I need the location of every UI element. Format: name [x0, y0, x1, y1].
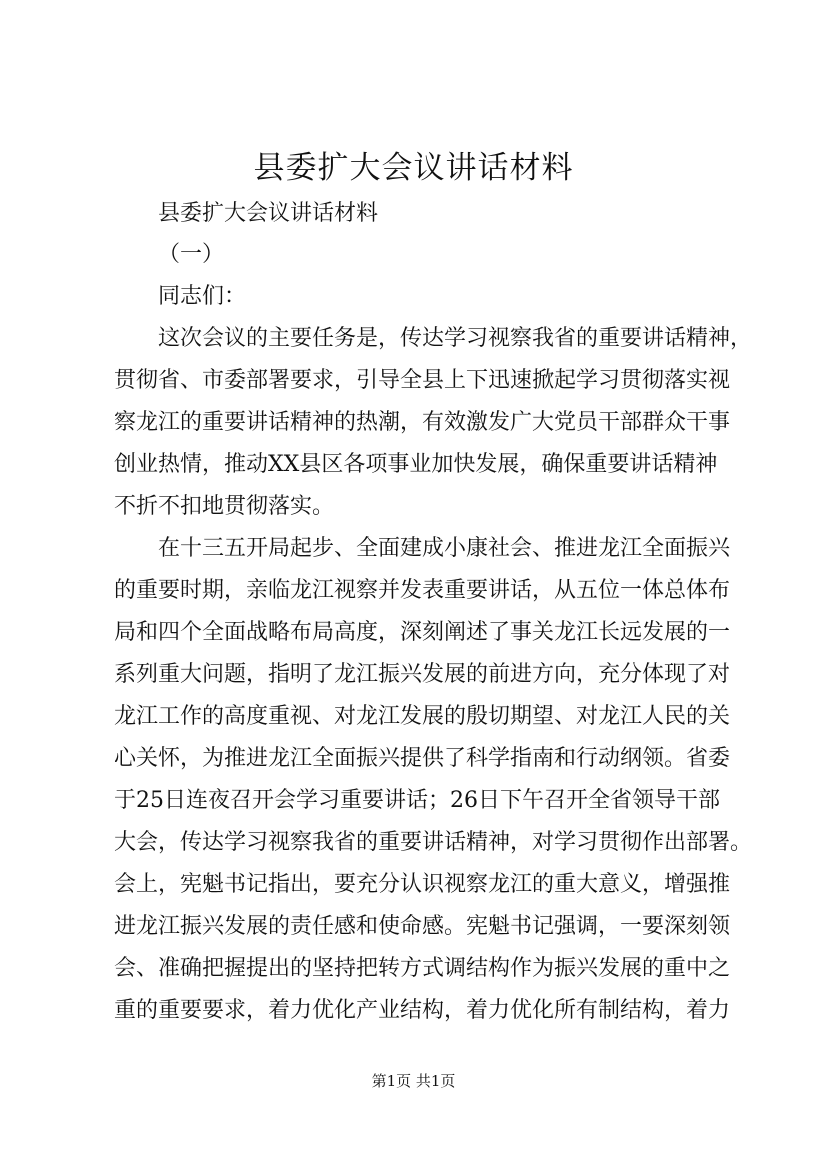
paragraph-line: 龙江工作的高度重视、对龙江发展的殷切期望、对龙江人民的关: [114, 704, 731, 729]
paragraph-line: 察龙江的重要讲话精神的热潮，有效激发广大党员干部群众干事: [114, 410, 731, 435]
paragraph-line: 贯彻省、市委部署要求，引导全县上下迅速掀起学习贯彻落实视: [114, 368, 731, 393]
paragraph-line: 进龙江振兴发展的责任感和使命感。宪魁书记强调，一要深刻领: [114, 914, 731, 939]
paragraph-line: 大会，传达学习视察我省的重要讲话精神，对学习贯彻作出部署。: [114, 830, 753, 855]
paragraph-line: 这次会议的主要任务是，传达学习视察我省的重要讲话精神，: [158, 326, 753, 351]
salutation: 同志们：: [158, 284, 247, 309]
paragraph-line: 会上，宪魁书记指出，要充分认识视察龙江的重大意义，增强推: [114, 872, 731, 897]
paragraph-line: 不折不扣地贯彻落实。: [114, 494, 335, 519]
document-title: 县委扩大会议讲话材料: [253, 150, 574, 186]
paragraph-line: 重的重要要求，着力优化产业结构，着力优化所有制结构，着力: [114, 998, 731, 1023]
paragraph-line: 会、准确把握提出的坚持把转方式调结构作为振兴发展的重中之: [114, 956, 731, 981]
paragraph-line: 于25日连夜召开会学习重要讲话；26日下午召开全省领导干部: [114, 788, 720, 813]
paragraph-line: 局和四个全面战略布局高度，深刻阐述了事关龙江长远发展的一: [114, 620, 731, 645]
paragraph-line: 在十三五开局起步、全面建成小康社会、推进龙江全面振兴: [158, 536, 731, 561]
paragraph-line: 创业热情，推动XX县区各项事业加快发展，确保重要讲话精神: [114, 452, 718, 477]
paragraph-line: 的重要时期，亲临龙江视察并发表重要讲话，从五位一体总体布: [114, 578, 731, 603]
document-subtitle: 县委扩大会议讲话材料: [158, 201, 379, 226]
page-number: 第1页 共1页: [371, 1072, 456, 1090]
paragraph-line: 心关怀，为推进龙江全面振兴提供了科学指南和行动纲领。省委: [114, 746, 731, 771]
paragraph-line: 系列重大问题，指明了龙江振兴发展的前进方向，充分体现了对: [114, 662, 731, 687]
section-marker: （一）: [158, 242, 225, 267]
